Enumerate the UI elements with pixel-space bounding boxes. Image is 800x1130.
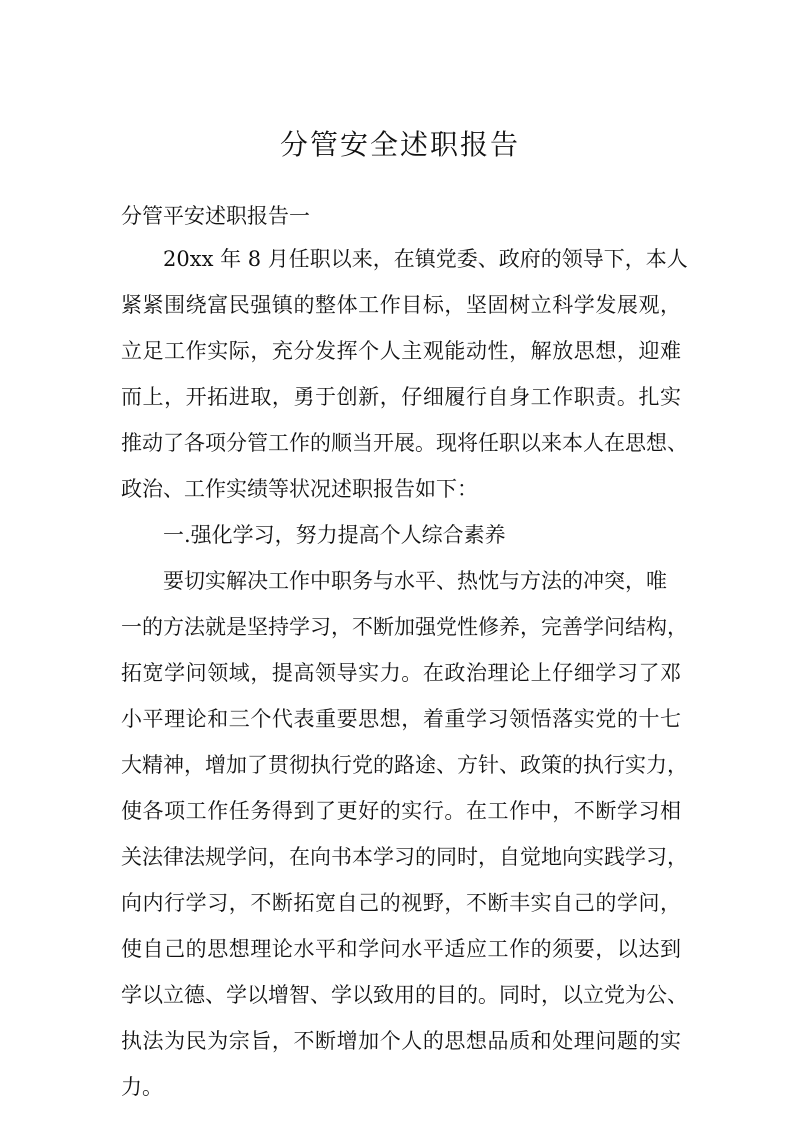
body-line: 而上，开拓进取，勇于创新，仔细履行自身工作职责。扎实: [121, 385, 681, 409]
body-line: 要切实解决工作中职务与水平、热忱与方法的冲突，唯: [163, 569, 667, 593]
body-line: 向内行学习，不断拓宽自己的视野，不断丰实自己的学问，: [121, 891, 681, 915]
body-line: 立足工作实际，充分发挥个人主观能动性，解放思想，迎难: [121, 339, 681, 363]
section-heading: 一.强化学习，努力提高个人综合素养: [163, 523, 506, 547]
body-line: 一的方法就是坚持学习，不断加强党性修养，完善学问结构，: [121, 615, 688, 639]
body-line: 关法律法规学问，在向书本学习的同时，自觉地向实践学习，: [121, 845, 688, 869]
body-line: 大精神，增加了贯彻执行党的路途、方针、政策的执行实力，: [121, 753, 688, 777]
body-line: 紧紧围绕富民强镇的整体工作目标，坚固树立科学发展观，: [121, 293, 681, 317]
body-line: 小平理论和三个代表重要思想，着重学习领悟落实党的十七: [121, 707, 681, 731]
body-line: 拓宽学问领域，提高领导实力。在政治理论上仔细学习了邓: [121, 661, 681, 685]
document-title: 分管安全述职报告: [279, 128, 520, 161]
body-line: 学以立德、学以增智、学以致用的目的。同时，以立党为公、: [121, 983, 688, 1007]
body-line: 政治、工作实绩等状况述职报告如下：: [121, 477, 478, 501]
body-line: 20xx 年 8 月任职以来，在镇党委、政府的领导下，本人: [163, 247, 688, 271]
body-line: 使自己的思想理论水平和学问水平适应工作的须要，以达到: [121, 937, 681, 961]
document-body: [121, 236, 688, 1110]
body-line: 执法为民为宗旨，不断增加个人的思想品质和处理问题的实: [121, 1029, 681, 1053]
body-line: 使各项工作任务得到了更好的实行。在工作中，不断学习相: [121, 799, 681, 823]
body-line: 推动了各项分管工作的顺当开展。现将任职以来本人在思想、: [121, 431, 688, 455]
document-subtitle: 分管平安述职报告一: [121, 204, 310, 228]
body-line: 力。: [121, 1075, 163, 1099]
